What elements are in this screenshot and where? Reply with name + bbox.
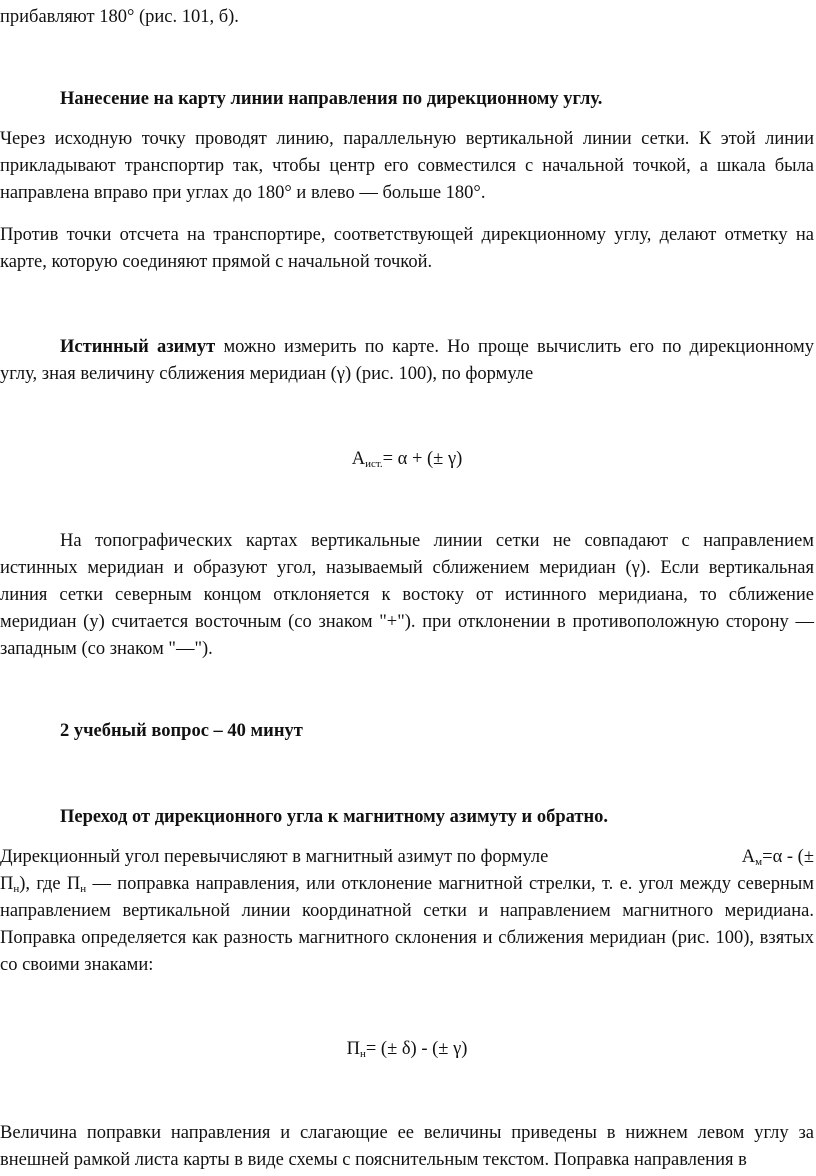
paragraph-correction-value: Величина поправки направления и слагающие ее величины приведены в нижнем левом углу за внешней рамкой листа карты в виде схемы с пояснительным текстом. Поправка направления в xyxy=(0,1123,814,1170)
formula-subscript: н xyxy=(80,883,87,895)
paragraph-true-azimuth xyxy=(0,334,814,388)
paragraph-body xyxy=(0,871,814,979)
line-text: — поправка направления, или отклонение магнитной стрелки, т. е. угол между северным направлением вертикальной линии координатной сетки и направлением магнитного меридиана. Поправка определяется как разность магнитного склонения и сближения меридиан (рис. 100), взятых со своими знаками: xyxy=(0,874,815,975)
formula-symbol: П xyxy=(0,874,14,894)
line-text: ), где П xyxy=(19,874,81,894)
formula-true-azimuth xyxy=(0,446,814,473)
formula-expression: =α - (± xyxy=(762,847,814,867)
paragraph-first-line xyxy=(0,844,814,871)
formula-symbol: А xyxy=(741,847,756,867)
formula-subscript: ист. xyxy=(365,458,383,470)
heading-text: 2 учебный вопрос – 40 минут xyxy=(60,721,303,741)
formula-symbol: А xyxy=(351,449,366,469)
section-heading-question-2 xyxy=(0,718,814,745)
formula-expression: = (± δ) - (± γ) xyxy=(365,1039,468,1059)
heading-text: Переход от дирекционного угла к магнитному азимуту и обратно. xyxy=(60,807,609,827)
section-heading-grid-direction xyxy=(0,86,814,113)
paragraph-meridian-convergence: На топографических картах вертикальные линии сетки не совпадают с направлением истинных меридиан и образуют угол, называемый сближением меридиан (γ). Если вертикальная линия сетки северным концом отклоняется к востоку от истинного меридиана, то сближение меридиан (у) считается восточным (со знаком "+"). при отклонении в противоположную сторону — западным (со знаком "—"). xyxy=(0,531,814,659)
paragraph-magnetic-azimuth xyxy=(0,844,814,979)
true-azimuth-text: можно измерить по карте. Но проще вычислить его по дирекционному углу, зная величину сближения меридиан (γ) (рис. 100), по формуле xyxy=(0,337,814,384)
formula-subscript: н xyxy=(359,1048,366,1060)
heading-text: Нанесение на карту линии направления по дирекционному углу. xyxy=(60,89,603,109)
paragraph-mark-on-map: Против точки отсчета на транспортире, соответствующей дирекционному углу, делают отметку на карте, которую соединяют прямой с начальной точкой. xyxy=(0,225,814,272)
continued-text-line: прибавляют 180° (рис. 101, б). xyxy=(0,7,239,27)
line-text: Дирекционный угол перевычисляют в магнитный азимут по формуле xyxy=(0,847,549,867)
formula-direction-correction xyxy=(0,1036,814,1063)
inline-formula xyxy=(742,844,814,871)
formula-subscript: м xyxy=(755,856,763,868)
paragraph-protractor-line: Через исходную точку проводят линию, параллельную вертикальной линии сетки. К этой линии прикладывают транспортир так, чтобы центр его совместился с начальной точкой, а шкала была направлена вправо при углах до 180° и влево — больше 180°. xyxy=(0,129,814,203)
formula-subscript: н xyxy=(13,883,20,895)
formula-expression: = α + (± γ) xyxy=(382,449,463,469)
formula-symbol: П xyxy=(346,1039,360,1059)
true-azimuth-term: Истинный азимут xyxy=(60,337,216,357)
section-heading-magnetic-azimuth xyxy=(0,804,814,831)
